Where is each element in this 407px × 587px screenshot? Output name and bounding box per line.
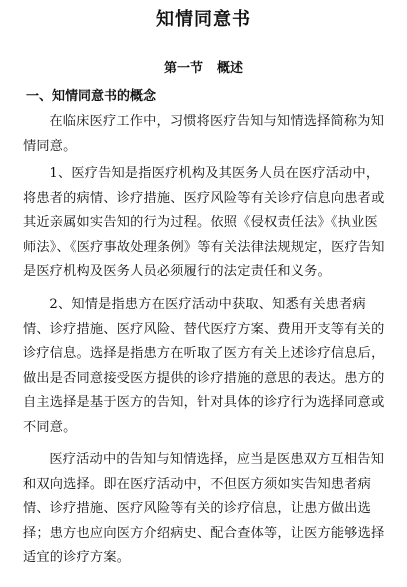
section-number: 第一节 (163, 61, 203, 76)
section-heading (0, 60, 407, 78)
paragraph-mutual-disclosure: 医疗活动中的告知与知情选择，应当是医患双方互相告知和双向选择。即在医疗活动中，不但医方须如实告知患者病情、诊疗措施、医疗风险等有关的诊疗信息，让患方做出选择；患方也应向医方介绍病史、配合查体等，让医方能够选择适宜的诊疗方案。 (23, 452, 385, 566)
paragraph-medical-disclosure: 1、医疗告知是指医疗机构及其医务人员在医疗活动中，将患者的病情、诊疗措施、医疗风险等有关诊疗信息向患者或其近亲属如实告知的行为过程。依照《侵权责任法》《执业医师法》、《医疗事故处理条例》等有关法律法规规定，医疗告知是医疗机构及医务人员必须履行的法定责任和义务。 (23, 166, 385, 280)
paragraph-informed-choice: 2、知情是指患方在医疗活动中获取、知悉有关患者病情、诊疗措施、医疗风险、替代医疗方案、费用开支等有关的诊疗信息。选择是指患方在听取了医方有关上述诊疗信息后，做出是否同意接受医方提供的诊疗措施的意思的表达。患方的自主选择是基于医方的告知，针对具体的诊疗行为选择同意或不同意。 (23, 297, 385, 435)
section-name: 概述 (217, 61, 244, 76)
subheading: 一、知情同意书的概念 (26, 89, 157, 104)
document-title: 知情同意书 (156, 9, 251, 30)
paragraph-intro: 在临床医疗工作中，习惯将医疗告知与知情选择简称为知情同意。 (23, 114, 385, 154)
